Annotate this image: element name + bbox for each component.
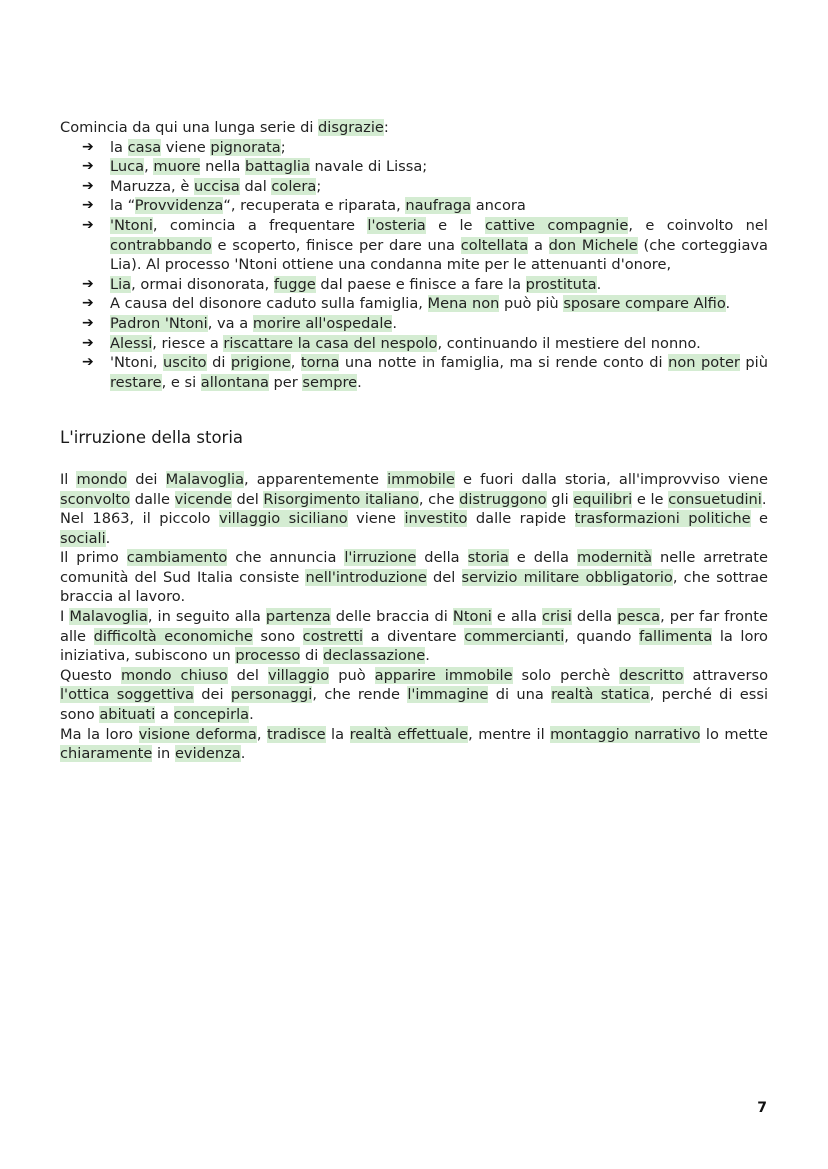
highlighted-text: non poter xyxy=(668,354,740,372)
list-item: ➔ A causa del disonore caduto sulla famiglia, Mena non può più sposare compare Alfio. xyxy=(82,295,731,313)
highlighted-text: cambiamento xyxy=(126,549,228,567)
highlighted-text: fallimenta xyxy=(638,627,713,645)
highlighted-text: 'Ntoni xyxy=(110,216,153,234)
highlighted-text: Luca xyxy=(110,158,145,176)
highlighted-text: sempre xyxy=(302,373,358,391)
list-item: ➔ Luca, muore nella battaglia navale di Lissa; xyxy=(82,158,428,176)
highlighted-text: uscito xyxy=(163,354,207,372)
highlighted-text: costretti xyxy=(302,627,364,645)
list-item: ➔ Lia, ormai disonorata, fugge dal paese e finisce a fare la prostituta. xyxy=(82,275,602,293)
highlighted-text: abituati xyxy=(99,706,156,724)
arrow-bullet-icon: ➔ xyxy=(82,216,94,233)
highlighted-text: muore xyxy=(153,158,201,176)
highlighted-text: Risorgimento italiano xyxy=(263,490,419,508)
highlighted-text: torna xyxy=(300,354,340,372)
highlighted-text: l'osteria xyxy=(367,216,426,234)
highlighted-text: visione deforma xyxy=(138,725,257,743)
section-body xyxy=(60,470,768,764)
list-item: ➔ la casa viene pignorata; xyxy=(82,138,286,156)
highlighted-text: restare xyxy=(110,373,162,391)
highlighted-text: crisi xyxy=(542,608,572,626)
highlighted-text: colera xyxy=(271,177,317,195)
highlighted-text: sociali xyxy=(60,529,106,547)
highlighted-text: morire all'ospedale xyxy=(252,314,393,332)
highlighted-text: Alessi xyxy=(110,334,153,352)
highlighted-text: sconvolto xyxy=(60,490,131,508)
highlighted-text: l'irruzione xyxy=(344,549,417,567)
highlighted-text: battaglia xyxy=(245,158,310,176)
highlighted-text: Malavoglia xyxy=(69,608,148,626)
highlighted-text: realtà statica xyxy=(551,686,650,704)
highlighted-text: tradisce xyxy=(266,725,326,743)
highlighted-text: casa xyxy=(127,138,162,156)
page-content xyxy=(60,118,768,764)
arrow-bullet-icon: ➔ xyxy=(82,295,94,312)
highlighted-text: distruggono xyxy=(459,490,547,508)
highlighted-text: villaggio xyxy=(267,666,330,684)
highlighted-text: nell'introduzione xyxy=(305,568,427,586)
highlighted-text: sposare compare Alfio xyxy=(563,295,726,313)
highlighted-text: Padron 'Ntoni xyxy=(110,314,208,332)
highlighted-text: vicende xyxy=(174,490,232,508)
highlighted-text: pignorata xyxy=(210,138,281,156)
highlighted-text: declassazione xyxy=(322,647,426,665)
highlighted-text: Malavoglia xyxy=(165,470,245,488)
highlighted-text: montaggio narrativo xyxy=(550,725,701,743)
highlighted-text: Lia xyxy=(110,275,132,293)
highlighted-text: contrabbando xyxy=(110,236,212,254)
paragraph: Questo mondo chiuso del villaggio può apparire immobile solo perchè descritto attraverso l'ottica soggettiva dei personaggi, che rende l'immagine di una realtà statica, perché di essi sono abituati a concepirla. xyxy=(60,666,769,724)
highlighted-text: don Michele xyxy=(548,236,638,254)
highlighted-text: allontana xyxy=(200,373,269,391)
arrow-bullet-icon: ➔ xyxy=(82,177,94,194)
highlighted-text: mondo xyxy=(76,470,128,488)
highlighted-text: immobile xyxy=(387,470,455,488)
highlighted-text: evidenza xyxy=(174,745,241,763)
highlighted-text: l'ottica soggettiva xyxy=(60,686,194,704)
page-number: 7 xyxy=(757,1100,767,1116)
highlighted-text: equilibri xyxy=(573,490,633,508)
highlighted-text: pesca xyxy=(617,608,661,626)
intro-line: Comincia da qui una lunga serie di disgrazie: xyxy=(60,119,389,136)
highlighted-text: trasformazioni politiche xyxy=(574,510,751,528)
highlighted-text: processo xyxy=(235,647,301,665)
arrow-bullet-icon: ➔ xyxy=(82,158,94,175)
arrow-bullet-icon: ➔ xyxy=(82,197,94,214)
highlighted-text: riscattare la casa del nespolo xyxy=(223,334,438,352)
list-item: ➔ 'Ntoni, comincia a frequentare l'osteria e le cattive compagnie, e coinvolto nel contrabbando e scoperto, finisce per dare una coltellata a don Michele (che corteggiava Lia). Al processo 'Ntoni ottiene una condanna mite per le attenuanti d'onore, xyxy=(82,216,768,274)
misfortunes-list xyxy=(60,138,768,393)
arrow-bullet-icon: ➔ xyxy=(82,275,94,292)
highlighted-text: naufraga xyxy=(405,197,472,215)
list-item: ➔ la “Provvidenza“, recuperata e riparata, naufraga ancora xyxy=(82,197,526,215)
highlighted-text: uccisa xyxy=(193,177,240,195)
arrow-bullet-icon: ➔ xyxy=(82,354,94,371)
highlighted-text: coltellata xyxy=(460,236,529,254)
highlighted-text: cattive compagnie xyxy=(484,216,629,234)
highlighted-text: villaggio siciliano xyxy=(218,510,348,528)
paragraph: Il mondo dei Malavoglia, apparentemente immobile e fuori dalla storia, all'improvviso viene sconvolto dalle vicende del Risorgimento italiano, che distruggono gli equilibri e le consuetudini. xyxy=(60,470,769,508)
highlighted-text: Provvidenza xyxy=(134,197,224,215)
highlighted-text: realtà effettuale xyxy=(349,725,469,743)
highlighted-text: storia xyxy=(467,549,509,567)
paragraph: Nel 1863, il piccolo villaggio siciliano viene investito dalle rapide trasformazioni politiche e sociali. xyxy=(60,510,769,547)
list-item: ➔ Alessi, riesce a riscattare la casa del nespolo, continuando il mestiere del nonno. xyxy=(82,334,701,352)
highlighted-text: apparire immobile xyxy=(374,666,513,684)
section-heading: L'irruzione della storia xyxy=(60,428,244,448)
list-item: ➔ 'Ntoni, uscito di prigione, torna una notte in famiglia, ma si rende conto di non poter più restare, e si allontana per sempre. xyxy=(82,354,768,391)
highlighted-text: consuetudini xyxy=(668,490,762,508)
arrow-bullet-icon: ➔ xyxy=(82,314,94,331)
highlighted-text: descritto xyxy=(619,666,684,684)
paragraph: I Malavoglia, in seguito alla partenza delle braccia di Ntoni e alla crisi della pesca, per far fronte alle difficoltà economiche sono costretti a diventare commercianti, quando fallimenta la loro iniziativa, subiscono un processo di declassazione. xyxy=(60,608,768,665)
arrow-bullet-icon: ➔ xyxy=(82,138,94,155)
highlighted-text: chiaramente xyxy=(60,745,153,763)
highlighted-text: Ntoni xyxy=(452,608,492,626)
highlighted-text: commercianti xyxy=(464,627,565,645)
highlighted-text: difficoltà economiche xyxy=(93,627,253,645)
highlighted-text: partenza xyxy=(265,608,331,626)
list-item: ➔ Maruzza, è uccisa dal colera; xyxy=(82,177,322,195)
highlighted-text: investito xyxy=(404,510,468,528)
paragraph: Ma la loro visione deforma, tradisce la realtà effettuale, mentre il montaggio narrativo lo mette chiaramente in evidenza. xyxy=(60,725,769,763)
list-item: ➔ Padron 'Ntoni, va a morire all'ospedale. xyxy=(82,314,398,332)
highlighted-text: Mena non xyxy=(427,295,500,313)
highlighted-text: servizio militare obbligatorio xyxy=(461,568,673,586)
highlighted-text: personaggi xyxy=(230,686,313,704)
highlighted-text: fugge xyxy=(273,275,316,293)
highlighted-text: modernità xyxy=(576,549,653,567)
highlighted-text: l'immagine xyxy=(407,686,489,704)
paragraph: Il primo cambiamento che annuncia l'irruzione della storia e della modernità nelle arretrate comunità del Sud Italia consiste nell'introduzione del servizio militare obbligatorio, che sottrae braccia al lavoro. xyxy=(60,549,768,606)
highlighted-text: mondo chiuso xyxy=(120,666,228,684)
highlighted-text: concepirla xyxy=(173,706,250,724)
highlighted-text: disgrazie xyxy=(318,119,384,136)
highlighted-text: prostituta xyxy=(525,275,597,293)
highlighted-text: prigione xyxy=(230,354,291,372)
arrow-bullet-icon: ➔ xyxy=(82,334,94,351)
